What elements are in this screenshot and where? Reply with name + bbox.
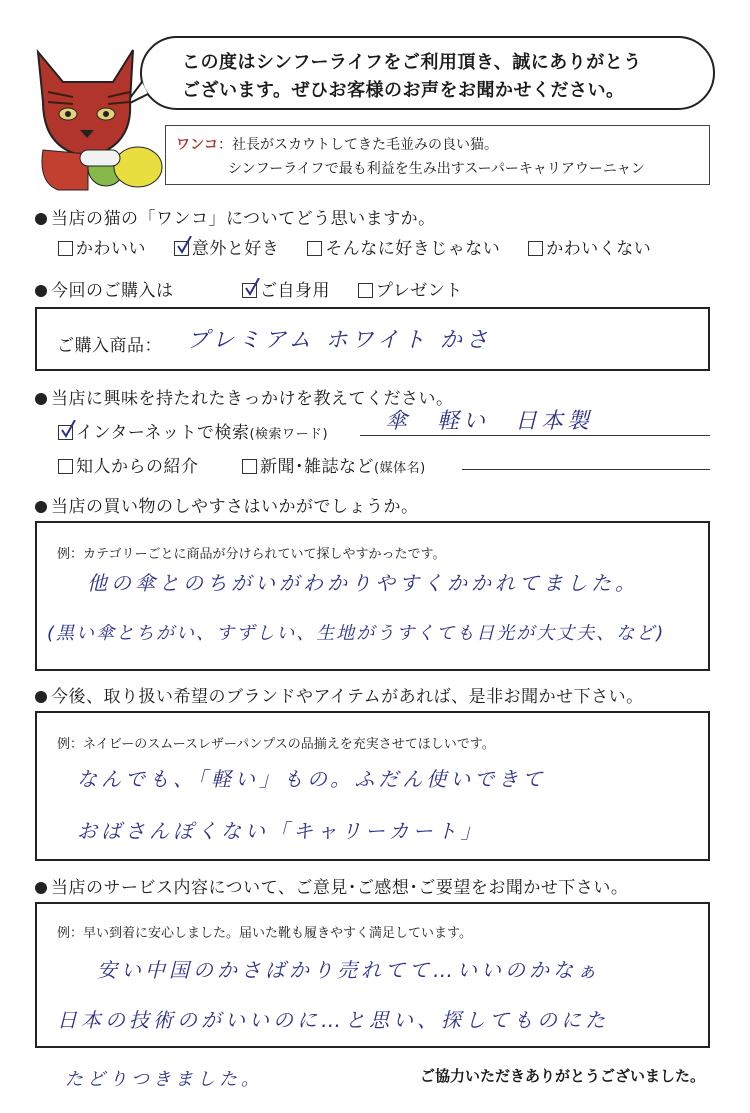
q6-answer-line-3[interactable]: たどりつきました。 bbox=[65, 1069, 263, 1090]
speech-line-2: ございます。ぜひお客様のお声をお聞かせください。 bbox=[182, 80, 625, 101]
q4-answer-line-2[interactable]: (黒い傘とちがい、すずしい、生地がうすくても日光が大丈夫、など) bbox=[47, 623, 666, 644]
q5-question: 今後、取り扱い希望のブランドやアイテムがあれば、是非お聞かせ下さい。 bbox=[35, 682, 644, 707]
q4-answer-line-1[interactable]: 他の傘とのちがいがわかりやすくかかれてました。 bbox=[87, 571, 639, 595]
q3-option-friend[interactable]: 知人からの紹介 bbox=[58, 452, 199, 477]
footer-thanks: ご協力いただきありがとうございました。 bbox=[420, 1067, 706, 1085]
product-label: ご購入商品： bbox=[57, 336, 162, 356]
q4-example: 例：カテゴリーごとに商品が分けられていて探しやすかったです。 bbox=[57, 547, 446, 562]
checkbox[interactable] bbox=[58, 459, 73, 474]
q1-question: 当店の猫の「ワンコ」についてどう思いますか。 bbox=[35, 204, 436, 229]
q6-question: 当店のサービス内容について、ご意見･ご感想･ご要望をお聞かせ下さい。 bbox=[35, 873, 628, 898]
mascot-desc-2: シンフーライフで最も利益を生み出すスーパーキャリアウーニャン bbox=[228, 161, 645, 177]
bullet-icon bbox=[35, 691, 47, 703]
q6-example: 例：早い到着に安心しました。届いた靴も履きやすく満足しています。 bbox=[57, 926, 472, 941]
q1-option-surprisingly-like[interactable]: 意外と好き bbox=[174, 239, 280, 259]
bullet-icon bbox=[35, 882, 47, 894]
bullet-icon bbox=[35, 501, 47, 513]
cat-mascot-illustration bbox=[18, 42, 168, 192]
product-answer[interactable]: プレミアム ホワイト かさ bbox=[187, 328, 492, 353]
q2-option-self[interactable]: ご自身用 bbox=[242, 281, 330, 301]
q2-option-gift[interactable]: プレゼント bbox=[358, 281, 463, 301]
q1-option-cute[interactable]: かわいい bbox=[58, 239, 146, 259]
q3-question: 当店に興味を持たれたきっかけを教えてください。 bbox=[35, 384, 454, 409]
q5-answer-line-2[interactable]: おばさんぽくない「キャリーカート」 bbox=[77, 819, 485, 843]
search-words-answer[interactable]: 傘 軽い 日本製 bbox=[385, 409, 594, 434]
media-name-line bbox=[462, 469, 710, 470]
q3-option-internet[interactable]: インターネットで検索(検索ワード) bbox=[58, 418, 328, 443]
bullet-icon bbox=[35, 285, 47, 297]
checkbox-checked[interactable] bbox=[174, 241, 189, 256]
checkbox[interactable] bbox=[358, 283, 373, 298]
search-words-line bbox=[360, 435, 710, 436]
q4-answer-box bbox=[35, 521, 710, 671]
q6-answer-line-2[interactable]: 日本の技術のがいいのに…と思い、探してものにた bbox=[57, 1008, 609, 1032]
mascot-description-box bbox=[165, 125, 710, 185]
q2-question: 今回のご購入は bbox=[35, 276, 174, 301]
speech-line-1: この度はシンフーライフをご利用頂き、誠にありがとう bbox=[182, 52, 642, 73]
speech-bubble bbox=[140, 36, 715, 110]
q5-answer-line-1[interactable]: なんでも、「軽い」もの。ふだん使いできて bbox=[77, 767, 547, 791]
mascot-name: ワンコ bbox=[176, 137, 218, 153]
bullet-icon bbox=[35, 393, 47, 405]
checkbox[interactable] bbox=[242, 459, 257, 474]
bullet-icon bbox=[35, 213, 47, 225]
checkbox[interactable] bbox=[307, 241, 322, 256]
q3-option-media[interactable]: 新聞･雑誌など(媒体名) bbox=[242, 452, 426, 477]
checkbox[interactable] bbox=[58, 241, 73, 256]
q5-example: 例：ネイビーのスムースレザーパンプスの品揃えを充実させてほしいです。 bbox=[57, 737, 495, 752]
q1-option-not-cute[interactable]: かわいくない bbox=[528, 239, 651, 259]
q6-answer-box bbox=[35, 902, 710, 1048]
q5-answer-box bbox=[35, 711, 710, 861]
product-box bbox=[35, 307, 710, 371]
q2-options bbox=[242, 276, 463, 301]
checkbox-checked[interactable] bbox=[242, 283, 257, 298]
q1-option-not-so-much[interactable]: そんなに好きじゃない bbox=[307, 239, 500, 259]
checkbox[interactable] bbox=[528, 241, 543, 256]
q4-question: 当店の買い物のしやすさはいかがでしょうか。 bbox=[35, 492, 419, 517]
checkbox-checked[interactable] bbox=[58, 425, 73, 440]
mascot-desc-1: ：社長がスカウトしてきた毛並みの良い猫。 bbox=[218, 137, 498, 153]
q6-answer-line-1[interactable]: 安い中国のかさばかり売れてて…いいのかなぁ bbox=[97, 958, 601, 982]
q1-options bbox=[58, 234, 718, 259]
